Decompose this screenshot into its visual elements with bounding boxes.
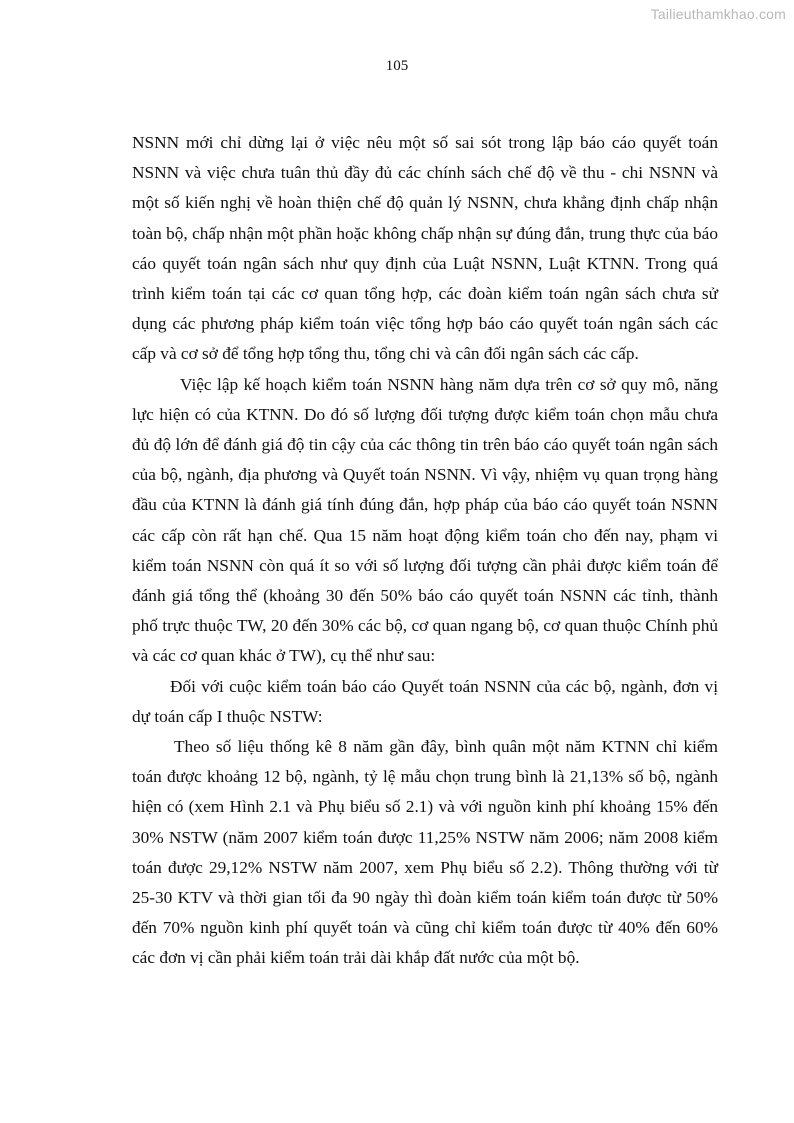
paragraph-statistics: Theo số liệu thống kê 8 năm gần đây, bình quân một năm KTNN chỉ kiểm toán được khoảng 12 bộ, ngành, tỷ lệ mẫu chọn trung bình là 21,13% số bộ, ngành hiện có (xem Hình 2.1 và Phụ biểu số 2.1) và với nguồn kinh phí khoảng 15% đến 30% NSTW (năm 2007 kiểm toán được 11,25% NSTW năm 2006; năm 2008 kiểm toán được 29,12% NSTW năm 2007, xem Phụ biểu số 2.2). Thông thường với từ 25-30 KTV và thời gian tối đa 90 ngày thì đoàn kiểm toán kiểm toán được từ 50% đến 70% nguồn kinh phí quyết toán và cũng chỉ kiểm toán được từ 40% đến 60% các đơn vị cần phải kiểm toán trải dài khắp đất nước của một bộ. (132, 737, 718, 968)
page-number: 105 (385, 58, 409, 74)
paragraph-ministry-audit: Đối với cuộc kiểm toán báo cáo Quyết toán NSNN của các bộ, ngành, đơn vị dự toán cấp I thuộc NSTW: (132, 676, 718, 726)
document-body (132, 128, 718, 974)
paragraph-continuation: NSNN mới chỉ dừng lại ở việc nêu một số sai sót trong lập báo cáo quyết toán NSNN và việc chưa tuân thủ đầy đủ các chính sách chế độ về thu - chi NSNN và một số kiến nghị về hoàn thiện chế độ quản lý NSNN, chưa khẳng định chấp nhận toàn bộ, chấp nhận một phần hoặc không chấp nhận sự đúng đắn, trung thực của báo cáo quyết toán ngân sách như quy định của Luật NSNN, Luật KTNN. Trong quá trình kiểm toán tại các cơ quan tổng hợp, các đoàn kiểm toán ngân sách chưa sử dụng các phương pháp kiểm toán việc tổng hợp báo cáo quyết toán ngân sách các cấp và cơ sở để tổng hợp tổng thu, tổng chi và cân đối ngân sách các cấp. (132, 133, 718, 364)
watermark: Tailieuthamkhao.com (650, 6, 786, 22)
paragraph-audit-planning: Việc lập kế hoạch kiểm toán NSNN hàng năm dựa trên cơ sở quy mô, năng lực hiện có của KTNN. Do đó số lượng đối tượng được kiểm toán chọn mẫu chưa đủ độ lớn để đánh giá độ tin cậy của các thông tin trên báo cáo quyết toán ngân sách của bộ, ngành, địa phương và Quyết toán NSNN. Vì vậy, nhiệm vụ quan trọng hàng đầu của KTNN là đánh giá tính đúng đắn, hợp pháp của báo cáo quyết toán NSNN các cấp còn rất hạn chế. Qua 15 năm hoạt động kiểm toán cho đến nay, phạm vi kiểm toán NSNN còn quá ít so với số lượng đối tượng cần phải được kiểm toán để đánh giá tổng thể (khoảng 30 đến 50% báo cáo quyết toán NSNN các tỉnh, thành phố trực thuộc TW, 20 đến 30% các bộ, cơ quan ngang bộ, cơ quan thuộc Chính phủ và các cơ quan khác ở TW), cụ thể như sau: (132, 374, 718, 666)
